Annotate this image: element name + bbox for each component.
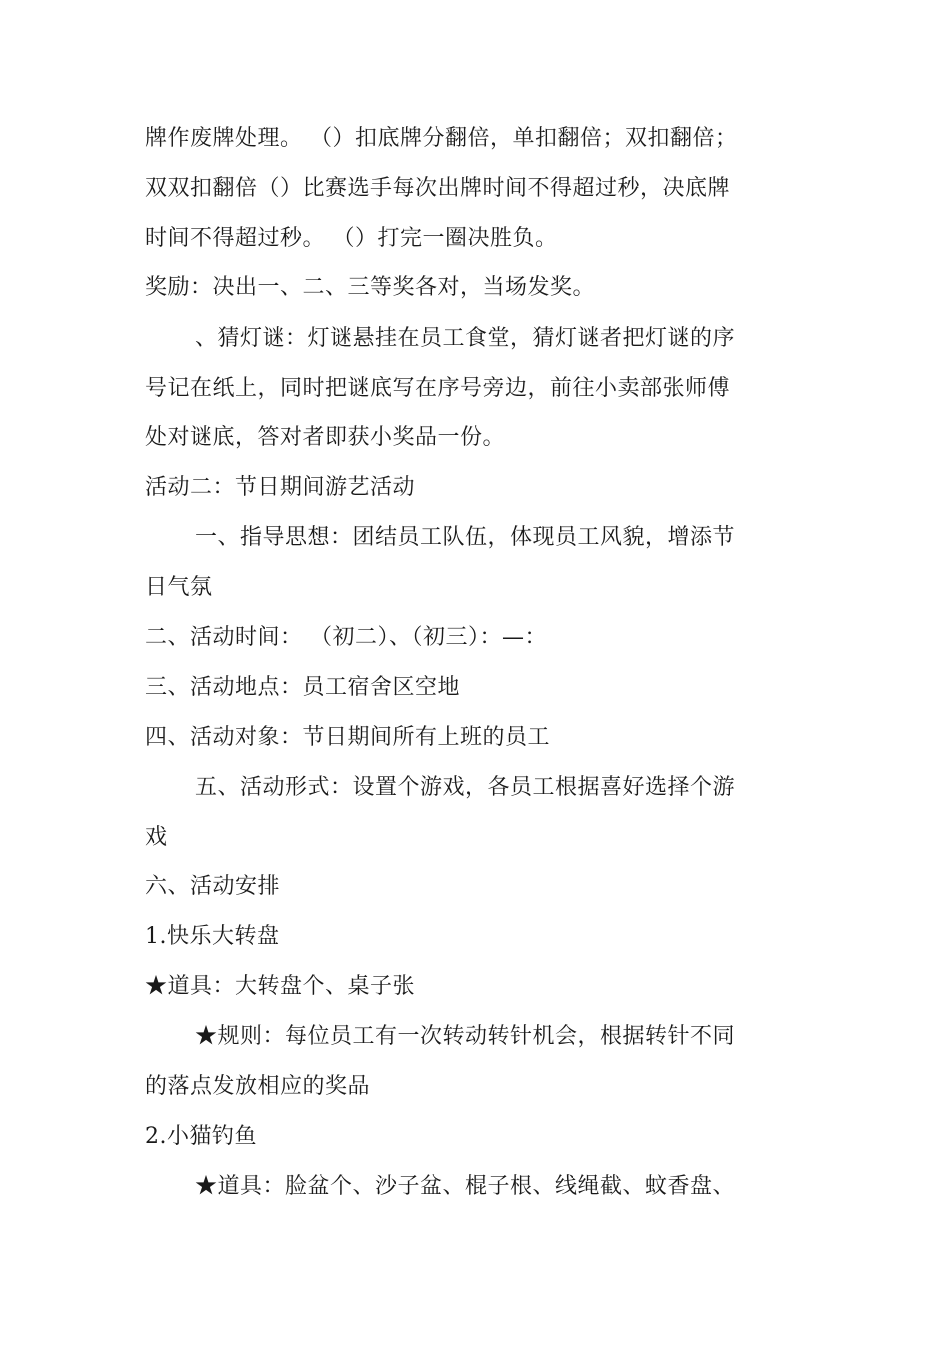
paragraph-line: ★道具：脸盆个、沙子盆、棍子根、线绳截、蚊香盘、 <box>195 1174 736 1199</box>
paragraph-line: ★道具：大转盘个、桌子张 <box>145 974 416 999</box>
list-item-heading: 1.快乐大转盘 <box>145 924 280 949</box>
section-heading: 活动二：节日期间游艺活动 <box>145 475 416 500</box>
paragraph-line: 五、活动形式：设置个游戏，各员工根据喜好选择个游 <box>195 775 736 800</box>
paragraph-line: 三、活动地点：员工宿舍区空地 <box>145 675 461 700</box>
paragraph-line: 奖励：决出一、二、三等奖各对，当场发奖。 <box>145 275 596 300</box>
paragraph-line: 处对谜底，答对者即获小奖品一份。 <box>145 425 506 450</box>
paragraph-line: 四、活动对象：节日期间所有上班的员工 <box>145 725 551 750</box>
paragraph-line: 戏 <box>145 825 168 850</box>
paragraph-line: 牌作废牌处理。 （）扣底牌分翻倍，单扣翻倍；双扣翻倍； <box>145 126 738 151</box>
paragraph-line: 日气氛 <box>145 575 213 600</box>
list-item-heading: 2.小猫钓鱼 <box>145 1124 257 1149</box>
paragraph-line: 、猜灯谜：灯谜悬挂在员工食堂，猜灯谜者把灯谜的序 <box>195 326 736 351</box>
paragraph-line: 时间不得超过秒。 （）打完一圈决胜负。 <box>145 226 558 251</box>
paragraph-line: ★规则：每位员工有一次转动转针机会，根据转针不同 <box>195 1024 736 1049</box>
paragraph-line: 双双扣翻倍（）比赛选手每次出牌时间不得超过秒，决底牌 <box>145 176 731 201</box>
paragraph-line: 二、活动时间： （初二）、（初三）：—： <box>145 625 547 650</box>
paragraph-line: 六、活动安排 <box>145 874 281 899</box>
paragraph-line: 号记在纸上，同时把谜底写在序号旁边，前往小卖部张师傅 <box>145 376 731 401</box>
paragraph-line: 的落点发放相应的奖品 <box>145 1074 371 1099</box>
paragraph-line: 一、指导思想：团结员工队伍，体现员工风貌，增添节 <box>195 525 736 550</box>
